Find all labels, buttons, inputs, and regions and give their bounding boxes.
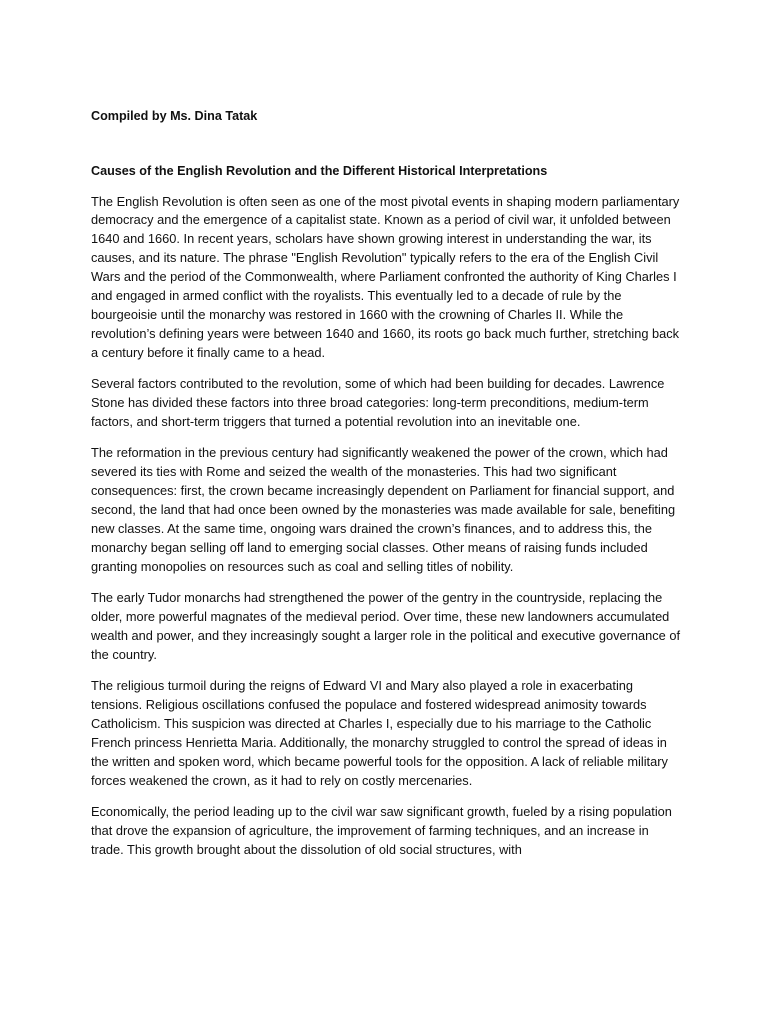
paragraph-reformation: The reformation in the previous century had significantly weakened the power of the crown, which had severed its ties with Rome and seized the wealth of the monasteries. This had two significant consequences: first, the crown became increasingly dependent on Parliament for financial support, and second, the land that had once been owned by the monasteries was made available for sale, benefiting new classes. At the same time, ongoing wars drained the crown’s finances, and to address this, the monarchy began selling off land to emerging social classes. Other means of raising funds included granting monopolies on resources such as coal and selling titles of nobility. — [91, 445, 676, 574]
document-title: Causes of the English Revolution and the Different Historical Interpretations — [91, 164, 548, 178]
author-line: Compiled by Ms. Dina Tatak — [91, 109, 258, 123]
document-body — [91, 107, 681, 860]
paragraph-intro: The English Revolution is often seen as one of the most pivotal events in shaping modern parliamentary democracy and the emergence of a capitalist state. Known as a period of civil war, it unfolded between 1640 and 1660. In recent years, scholars have shown growing interest in understanding the war, its causes, and its nature. The phrase "English Revolution" typically refers to the era of the English Civil Wars and the period of the Commonwealth, where Parliament confronted the authority of King Charles I and engaged in armed conflict with the royalists. This eventually led to a decade of rule by the bourgeoisie until the monarchy was restored in 1660 with the crowning of Charles II. While the revolution’s defining years were between 1640 and 1660, its roots go back much further, stretching back a century before it finally came to a head. — [91, 193, 680, 360]
paragraph-factors: Several factors contributed to the revolution, some of which had been building for decades. Lawrence Stone has divided these factors into three broad categories: long-term preconditions, medium-term factors, and short-term triggers that turned a potential revolution into an inevitable one. — [91, 376, 665, 429]
paragraph-economic-growth: Economically, the period leading up to the civil war saw significant growth, fueled by a rising population that drove the expansion of agriculture, the improvement of farming techniques, and an increase in trade. This growth brought about the dissolution of old social structures, with — [91, 804, 672, 858]
paragraph-tudor-gentry: The early Tudor monarchs had strengthened the power of the gentry in the countryside, replacing the older, more powerful magnates of the medieval period. Over time, these new landowners accumulated wealth and power, and they increasingly sought a larger role in the political and executive governance of the country. — [91, 590, 681, 662]
paragraph-religious-turmoil: The religious turmoil during the reigns of Edward VI and Mary also played a role in exacerbating tensions. Religious oscillations confused the populace and fostered widespread animosity towards Catholicism. This suspicion was directed at Charles I, especially due to his marriage to the Catholic French princess Henrietta Maria. Additionally, the monarchy struggled to control the spread of ideas in the written and spoken word, which became powerful tools for the opposition. A lack of reliable military forces weakened the crown, as it had to rely on costly mercenaries. — [91, 678, 668, 788]
